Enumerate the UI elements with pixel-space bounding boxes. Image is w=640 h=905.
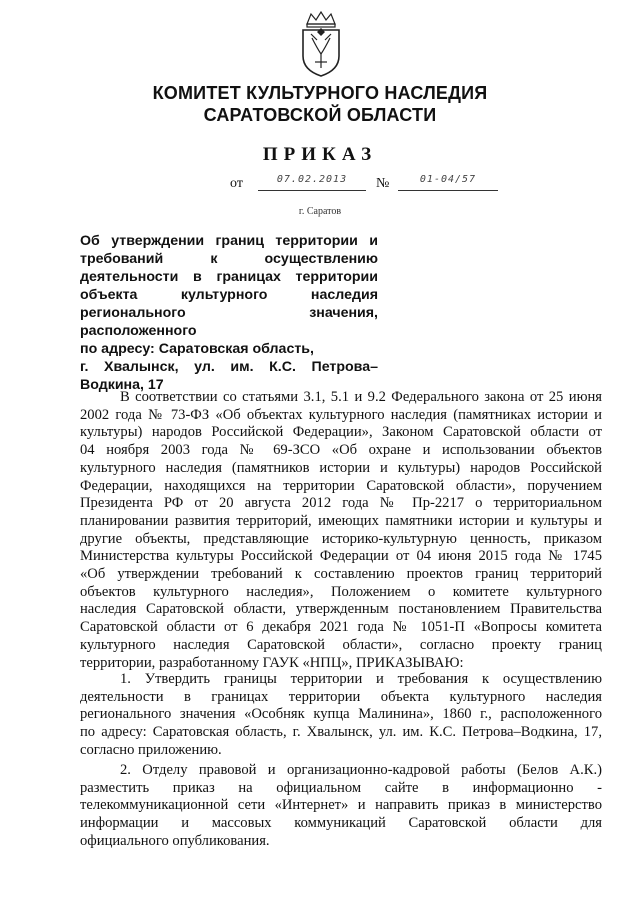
body-line: по адресу: Саратовская область, г. Хвалынск, ул. им. К.С. Петрова–Водкина, 17, [80,724,602,741]
body-line: телекоммуникационной сети «Интернет» и направить приказ в министерство [80,797,602,814]
body-line: Президента РФ от 20 августа 2012 года № Пр-2217 о территориальном [80,495,602,512]
number-prefix: № [376,176,390,191]
body-line: информации и массовых коммуникаций Саратовской области для [80,815,602,832]
body-line: территории, разработанному ГАУК «НПЦ», ПРИКАЗЫВАЮ: [80,654,464,671]
subject-line: требований к осуществлению [80,251,378,267]
body-line: официального опубликования. [80,832,270,849]
order-item-2 [80,762,602,851]
subject-line: по адресу: Саратовская область, [80,341,314,357]
body-line: наследия Саратовской области, утвержденным постановлением Правительства [80,601,602,618]
body-line: «Об утверждении требований к составлению проектов границ территорий [80,566,602,583]
date-number-line [230,174,500,194]
body-line: Министерства культуры Российской Федерации от 04 июня 2015 года № 1745 [80,548,602,565]
order-item-1 [80,671,602,760]
subject-line: деятельности в границах территории [80,269,378,285]
subject-line: Об утверждении границ территории и [80,233,378,249]
body-line: согласно приложению. [80,741,222,758]
body-line: 2002 года № 73-ФЗ «Об объектах культурного наследия (памятниках истории и [80,406,602,423]
body-line: В соответствии со статьями 3.1, 5.1 и 9.2 Федерального закона от 25 июня [120,389,602,405]
organization-name-line2: САРАТОВСКОЙ ОБЛАСТИ [203,105,437,125]
subject-line: г. Хвалынск, ул. им. К.С. Петрова– [80,359,378,375]
document-type-title: ПРИКАЗ [262,144,378,165]
body-line: регионального значения «Особняк купца Малинина», 1860 г., расположенного [80,706,602,723]
body-line: 1. Утвердить границы территории и требования к осуществлению [120,671,602,687]
body-line: планировании развития территорий, имеющих памятники истории и культуры и [80,512,602,529]
body-line: культурного наследия (памятников истории и культуры) народов Российской [80,459,602,476]
date-value: 07.02.2013 [258,174,366,191]
date-prefix: от [230,176,243,191]
subject-line: Водкина, 17 [80,377,164,393]
body-line: культуры) народов Российской Федерации», Законом Саратовской области от [80,424,602,441]
organization-name-line1: КОМИТЕТ КУЛЬТУРНОГО НАСЛЕДИЯ [152,83,488,103]
coat-of-arms-icon [297,10,345,78]
subject-line: объекта культурного наследия [80,287,378,303]
body-line: другие объекты, представляющие историко-культурную ценность, приказом [80,530,602,547]
body-line: культурного наследия Саратовской области», согласно проекту границ [80,636,602,653]
body-line: Федерации, находящихся на территории Саратовской области», поручением [80,477,602,494]
body-line: Саратовской области от 6 декабря 2021 года № 1051-П «Вопросы комитета [80,619,602,636]
order-subject [80,232,378,394]
body-line: 04 ноября 2003 года № 69-ЗСО «Об охране и использовании объектов [80,442,602,459]
city-label: г. Саратов [298,206,342,217]
preamble-paragraph [80,389,602,672]
body-line: 2. Отделу правовой и организационно-кадровой работы (Белов А.К.) [120,762,602,778]
subject-line: регионального значения, расположенного [80,305,378,339]
number-value: 01-04/57 [398,174,498,191]
body-line: деятельности в границах территории объекта культурного наследия [80,688,602,705]
body-line: объектов культурного наследия», Положением о комитете культурного [80,583,602,600]
body-line: разместить приказ на официальном сайте в информационно - [80,779,602,796]
